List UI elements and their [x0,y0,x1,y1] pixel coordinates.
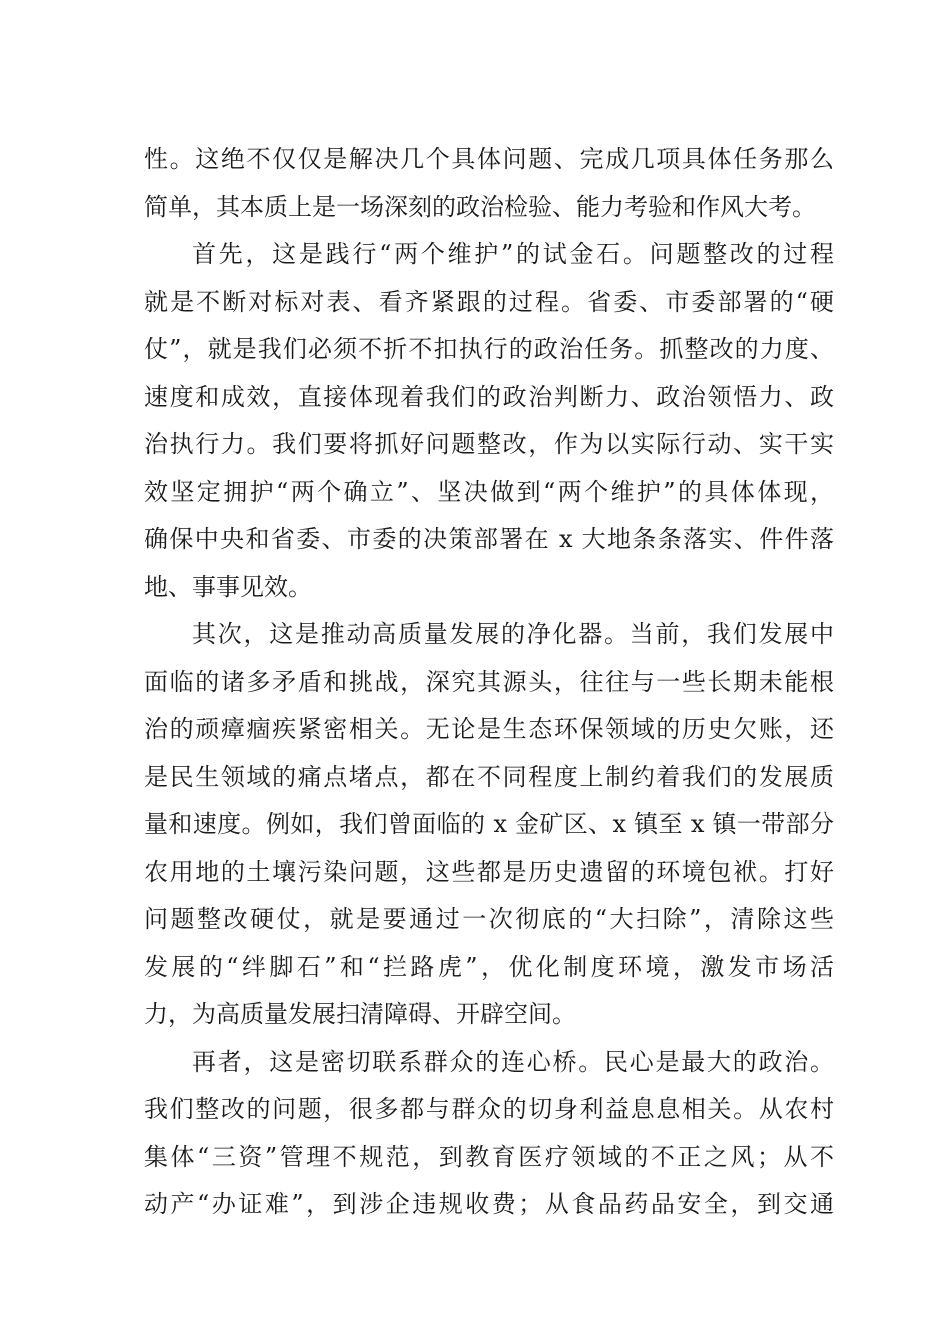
text-line: 量和速度。例如，我们曾面临的 x 金矿区、x 镇至 x 镇一带部分 [144,810,834,838]
text-line: 我们整改的问题，很多都与群众的切身利益息息相关。从农村 [144,1095,834,1123]
text-line: 地、事事见效。 [144,572,312,601]
text-line: 速度和成效，直接体现着我们的政治判断力、政治领悟力、政 [144,382,834,411]
text-line: 简单，其本质上是一场深刻的政治检验、能力考验和作风大考。 [144,192,816,221]
paragraph-first-line: 首先，这是践行“两个维护”的试金石。问题整改的过程 [192,240,834,268]
text-line: 集体“三资”管理不规范，到教育医疗领域的不正之风；从不 [144,1142,834,1171]
text-line: 就是不断对标对表、看齐紧跟的过程。省委、市委部署的“硬 [144,287,834,316]
text-line: 仗”，就是我们必须不折不扣执行的政治任务。抓整改的力度、 [144,335,834,363]
text-line: 动产“办证难”，到涉企违规收费；从食品药品安全，到交通 [144,1190,834,1218]
text-line: 面临的诸多矛盾和挑战，深究其源头，往往与一些长期未能根 [144,667,834,696]
text-line: 效坚定拥护“两个确立”、坚决做到“两个维护”的具体体现， [144,477,834,506]
text-line: 性。这绝不仅仅是解决几个具体问题、完成几项具体任务那么 [144,145,834,173]
text-line: 农用地的土壤污染问题，这些都是历史遗留的环境包袱。打好 [144,857,834,886]
text-line: 问题整改硬仗，就是要通过一次彻底的“大扫除”，清除这些 [144,905,834,933]
text-line: 力，为高质量发展扫清障碍、开辟空间。 [144,1000,576,1028]
text-line: 确保中央和省委、市委的决策部署在 x 大地条条落实、件件落 [144,525,834,553]
text-line: 是民生领域的痛点堵点，都在不同程度上制约着我们的发展质 [144,762,834,791]
text-line: 发展的“绊脚石”和“拦路虎”，优化制度环境，激发市场活 [144,952,834,981]
text-line: 治的顽瘴痼疾紧密相关。无论是生态环保领域的历史欠账，还 [144,715,834,743]
paragraph-first-line: 再者，这是密切联系群众的连心桥。民心是最大的政治。 [192,1047,834,1076]
text-line: 治执行力。我们要将抓好问题整改，作为以实际行动、实干实 [144,430,834,458]
paragraph-first-line: 其次，这是推动高质量发展的净化器。当前，我们发展中 [192,620,834,648]
document-body [144,136,834,1229]
